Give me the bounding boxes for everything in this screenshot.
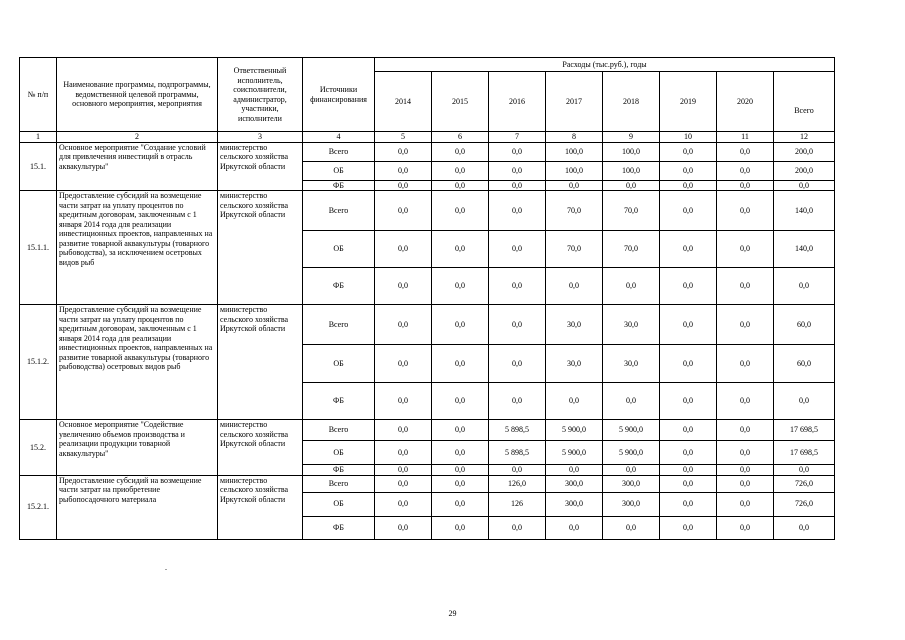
responsible-executor: министерство сельского хозяйства Иркутской области [218,475,303,539]
year-value: 30,0 [603,305,660,345]
year-value: 0,0 [717,492,774,516]
total-value: 17 698,5 [774,441,835,465]
table-row [20,475,835,492]
year-value: 0,0 [489,231,546,268]
index-cell: 12 [774,132,835,143]
funding-source: ФБ [303,465,375,476]
index-cell: 8 [546,132,603,143]
responsible-executor: министерство сельского хозяйства Иркутской области [218,191,303,305]
header-year: 2018 [603,72,660,132]
funding-source: ФБ [303,516,375,539]
year-value: 0,0 [717,516,774,539]
year-value: 0,0 [660,441,717,465]
year-value: 0,0 [375,465,432,476]
total-value: 0,0 [774,268,835,305]
year-value: 0,0 [660,142,717,161]
total-value: 0,0 [774,180,835,191]
header-expenses: Расходы (тыс.руб.), годы [375,58,835,72]
header-year: 2016 [489,72,546,132]
year-value: 126,0 [489,475,546,492]
year-value: 70,0 [546,231,603,268]
year-value: 70,0 [603,191,660,231]
year-value: 0,0 [432,475,489,492]
row-number: 15.2.1. [20,475,57,539]
year-value: 300,0 [603,492,660,516]
year-value: 0,0 [489,345,546,383]
activity-name: Основное мероприятие "Создание условий для привлечения инвестиций в отрасль аквакультуры" [57,142,218,191]
year-value: 0,0 [432,161,489,180]
expenditure-table [19,57,835,540]
funding-source: Всего [303,142,375,161]
index-cell: 1 [20,132,57,143]
year-value: 0,0 [660,420,717,441]
year-value: 5 898,5 [489,441,546,465]
year-value: 0,0 [489,383,546,420]
year-value: 0,0 [375,475,432,492]
year-value: 5 898,5 [489,420,546,441]
year-value: 300,0 [546,475,603,492]
index-cell: 11 [717,132,774,143]
year-value: 0,0 [489,142,546,161]
year-value: 0,0 [717,383,774,420]
year-value: 0,0 [603,465,660,476]
year-value: 30,0 [546,305,603,345]
year-value: 0,0 [717,191,774,231]
year-value: 100,0 [546,161,603,180]
total-value: 200,0 [774,161,835,180]
year-value: 0,0 [660,516,717,539]
year-value: 0,0 [489,161,546,180]
total-value: 0,0 [774,465,835,476]
funding-source: Всего [303,420,375,441]
responsible-executor: министерство сельского хозяйства Иркутской области [218,305,303,420]
total-value: 60,0 [774,305,835,345]
funding-source: ФБ [303,180,375,191]
year-value: 0,0 [546,465,603,476]
year-value: 0,0 [375,345,432,383]
year-value: 0,0 [489,305,546,345]
activity-name: Предоставление субсидий на возмещение части затрат на приобретение рыбопосадочного материала [57,475,218,539]
year-value: 0,0 [375,441,432,465]
activity-name: Предоставление субсидий на возмещение части затрат на уплату процентов по кредитным договорам, заключенным с 1 января 2014 года для реализации инвестиционных проектов, направленных на развитие товарной аквакультуры (товарного рыбоводства), за исключением осетровых видов рыб [57,191,218,305]
year-value: 0,0 [717,441,774,465]
total-value: 17 698,5 [774,420,835,441]
year-value: 5 900,0 [603,420,660,441]
year-value: 0,0 [375,516,432,539]
year-value: 0,0 [660,161,717,180]
header-year: 2014 [375,72,432,132]
header-responsible: Ответственный исполнитель, соисполнители, администратор, участники, исполнители [218,58,303,132]
table-row [20,305,835,345]
year-value: 0,0 [375,231,432,268]
responsible-executor: министерство сельского хозяйства Иркутской области [218,142,303,191]
total-value: 0,0 [774,383,835,420]
year-value: 0,0 [660,492,717,516]
year-value: 70,0 [603,231,660,268]
total-value: 140,0 [774,191,835,231]
total-value: 60,0 [774,345,835,383]
activity-name: Основное мероприятие "Содействие увеличению объемов производства и реализации продукции товарной аквакультуры" [57,420,218,476]
year-value: 0,0 [717,465,774,476]
index-cell: 2 [57,132,218,143]
year-value: 70,0 [546,191,603,231]
year-value: 0,0 [375,268,432,305]
header-year: 2019 [660,72,717,132]
header-total: Всего [774,72,835,132]
funding-source: ОБ [303,441,375,465]
year-value: 5 900,0 [546,420,603,441]
funding-source: Всего [303,305,375,345]
year-value: 0,0 [546,516,603,539]
year-value: 0,0 [375,383,432,420]
year-value: 0,0 [717,268,774,305]
total-value: 726,0 [774,492,835,516]
year-value: 0,0 [432,191,489,231]
year-value: 0,0 [717,305,774,345]
year-value: 0,0 [717,475,774,492]
year-value: 0,0 [375,305,432,345]
year-value: 0,0 [603,383,660,420]
activity-name: Предоставление субсидий на возмещение части затрат на уплату процентов по кредитным договорам, заключенным с 1 января 2014 года для реализации инвестиционных проектов, направленных на развитие товарной аквакультуры (товарного рыбоводства) осетровых видов рыб [57,305,218,420]
year-value: 0,0 [432,420,489,441]
funding-source: ОБ [303,345,375,383]
header-year: 2020 [717,72,774,132]
total-value: 140,0 [774,231,835,268]
table-row [20,191,835,231]
year-value: 0,0 [717,180,774,191]
year-value: 0,0 [432,516,489,539]
year-value: 0,0 [546,180,603,191]
index-cell: 6 [432,132,489,143]
year-value: 0,0 [375,420,432,441]
row-number: 15.1. [20,142,57,191]
funding-source: ОБ [303,231,375,268]
year-value: 0,0 [432,383,489,420]
year-value: 0,0 [717,231,774,268]
year-value: 0,0 [546,268,603,305]
year-value: 300,0 [546,492,603,516]
year-value: 0,0 [660,475,717,492]
year-value: 0,0 [375,180,432,191]
total-value: 0,0 [774,516,835,539]
year-value: 0,0 [717,420,774,441]
year-value: 5 900,0 [603,441,660,465]
year-value: 0,0 [603,180,660,191]
year-value: 0,0 [432,492,489,516]
index-cell: 4 [303,132,375,143]
year-value: 0,0 [660,305,717,345]
stray-mark: . [165,563,167,572]
funding-source: ОБ [303,161,375,180]
index-cell: 3 [218,132,303,143]
year-value: 0,0 [489,268,546,305]
year-value: 30,0 [603,345,660,383]
year-value: 0,0 [432,231,489,268]
index-cell: 9 [603,132,660,143]
year-value: 0,0 [717,161,774,180]
year-value: 0,0 [432,305,489,345]
table-row [20,420,835,441]
row-number: 15.1.1. [20,191,57,305]
year-value: 300,0 [603,475,660,492]
responsible-executor: министерство сельского хозяйства Иркутской области [218,420,303,476]
year-value: 0,0 [432,268,489,305]
year-value: 0,0 [432,142,489,161]
year-value: 0,0 [660,268,717,305]
year-value: 0,0 [717,345,774,383]
year-value: 30,0 [546,345,603,383]
total-value: 726,0 [774,475,835,492]
year-value: 0,0 [432,345,489,383]
row-number: 15.2. [20,420,57,476]
year-value: 5 900,0 [546,441,603,465]
year-value: 126 [489,492,546,516]
year-value: 0,0 [432,180,489,191]
year-value: 0,0 [546,383,603,420]
header-year: 2015 [432,72,489,132]
year-value: 0,0 [660,180,717,191]
index-cell: 10 [660,132,717,143]
funding-source: ОБ [303,492,375,516]
year-value: 0,0 [432,441,489,465]
row-number: 15.1.2. [20,305,57,420]
year-value: 0,0 [603,268,660,305]
table-row [20,142,835,161]
year-value: 0,0 [660,383,717,420]
index-cell: 5 [375,132,432,143]
index-cell: 7 [489,132,546,143]
year-value: 0,0 [489,191,546,231]
year-value: 0,0 [660,345,717,383]
year-value: 0,0 [375,161,432,180]
year-value: 0,0 [717,142,774,161]
year-value: 0,0 [375,492,432,516]
header-year: 2017 [546,72,603,132]
header-source: Источники финансирования [303,58,375,132]
year-value: 100,0 [603,161,660,180]
funding-source: ФБ [303,383,375,420]
funding-source: ФБ [303,268,375,305]
year-value: 0,0 [603,516,660,539]
header-name: Наименование программы, подпрограммы, ведомственной целевой программы, основного мероприятия, мероприятия [57,58,218,132]
year-value: 0,0 [375,142,432,161]
year-value: 0,0 [489,516,546,539]
year-value: 0,0 [489,465,546,476]
page-number: 29 [448,609,457,618]
year-value: 0,0 [660,231,717,268]
year-value: 0,0 [432,465,489,476]
year-value: 0,0 [489,180,546,191]
header-num: № п/п [20,58,57,132]
table-body [20,58,835,540]
year-value: 100,0 [546,142,603,161]
year-value: 0,0 [660,191,717,231]
total-value: 200,0 [774,142,835,161]
year-value: 100,0 [603,142,660,161]
funding-source: Всего [303,475,375,492]
year-value: 0,0 [375,191,432,231]
year-value: 0,0 [660,465,717,476]
funding-source: Всего [303,191,375,231]
